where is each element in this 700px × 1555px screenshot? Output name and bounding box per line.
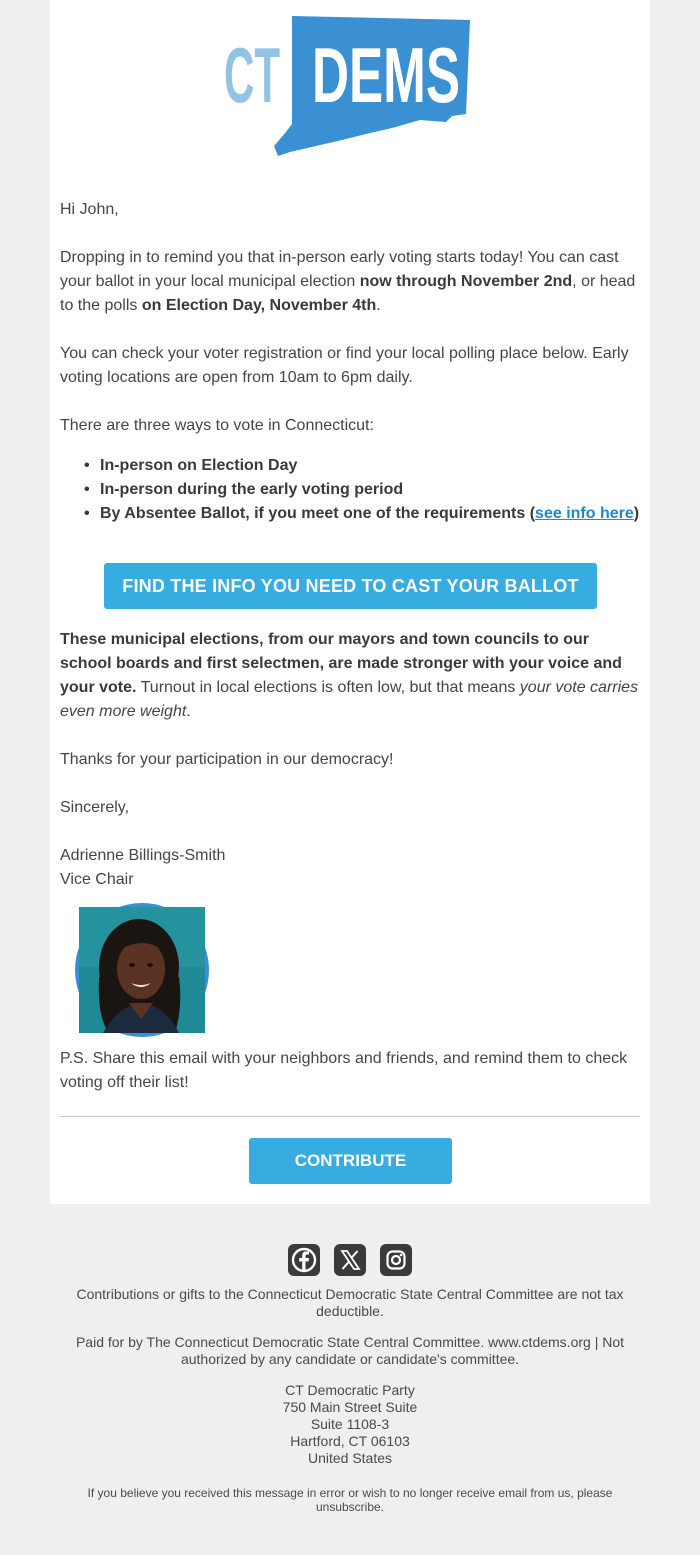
address-line2: 750 Main Street Suite <box>282 1399 418 1415</box>
greeting: Hi John, <box>60 201 119 218</box>
facebook-icon[interactable] <box>288 1244 320 1276</box>
instagram-icon[interactable] <box>380 1244 412 1276</box>
signer-name: Adrienne Billings-Smith <box>60 847 226 864</box>
logo-text-dems: DEMS <box>312 31 460 119</box>
closing-text: Sincerely, <box>60 799 130 816</box>
list-item <box>78 478 648 502</box>
way-election-day: In-person on Election Day <box>100 457 298 474</box>
avatar <box>75 903 209 1037</box>
p4-bold: These municipal elections, from our mayors and town councils to our school boards and first selectmen, are made stronger with your voice and your vote. <box>60 631 622 696</box>
paid-for-disclaimer: Paid for by The Connecticut Democratic State Central Committee. www.ctdems.org | Not authorized by any candidate or candidate's committee. <box>75 1334 625 1367</box>
contribute-button[interactable]: CONTRIBUTE <box>249 1138 452 1184</box>
address-line4: Hartford, CT 06103 <box>290 1433 410 1449</box>
paragraph-early-voting <box>60 246 640 318</box>
p4-italic: your vote carries even more weight <box>60 679 639 720</box>
paragraph-municipal-elections <box>60 628 642 724</box>
paragraph-registration: You can check your voter registration or find your local polling place below. Early voting locations are open from 10am to 6pm daily. <box>60 345 629 386</box>
ct-dems-logo[interactable] <box>220 12 480 160</box>
way-early-voting: In-person during the early voting period <box>100 481 404 498</box>
address-line1: CT Democratic Party <box>285 1382 415 1398</box>
p1-date-range: now through November 2nd <box>359 273 573 290</box>
see-info-link[interactable]: see info here <box>535 505 634 522</box>
way-absentee-text: By Absentee Ballot, if you meet one of the requirements ( <box>100 505 536 522</box>
unsubscribe-text[interactable]: If you believe you received this message in error or wish to no longer receive email from us, please unsubscribe. <box>87 1486 613 1514</box>
p1-text-e: . <box>376 297 381 314</box>
portrait-photo <box>79 907 205 1033</box>
list-item <box>78 502 648 526</box>
address-block <box>70 1382 630 1467</box>
way-absentee-close: ) <box>633 505 640 522</box>
p4-end: . <box>186 703 191 720</box>
list-item <box>78 454 648 478</box>
paragraph-ways-intro: There are three ways to vote in Connecticut: <box>60 417 374 434</box>
tax-disclaimer: Contributions or gifts to the Connecticut Democratic State Central Committee are not tax deductible. <box>76 1286 624 1319</box>
connecticut-state-logo-icon <box>220 12 480 160</box>
address-line5: United States <box>307 1450 393 1466</box>
p1-election-day: on Election Day, November 4th <box>141 297 377 314</box>
p1-text-a: Dropping in to remind you that in-person early voting starts today! You can cast your ballot in your local municipal election <box>60 249 619 290</box>
signer-title: Vice Chair <box>60 871 134 888</box>
postscript-text: P.S. Share this email with your neighbors and friends, and remind them to check voting off their list! <box>60 1050 628 1091</box>
ways-to-vote-list <box>78 454 648 526</box>
find-info-button[interactable]: FIND THE INFO YOU NEED TO CAST YOUR BALLOT <box>104 563 597 609</box>
logo-text-ct: CT <box>224 31 280 119</box>
address-line3: Suite 1108-3 <box>310 1416 390 1432</box>
divider <box>60 1116 640 1117</box>
p4-normal: Turnout in local elections is often low, but that means <box>136 679 520 696</box>
thanks-text: Thanks for your participation in our democracy! <box>60 751 394 768</box>
x-icon[interactable] <box>334 1244 366 1276</box>
p1-text-c: , or head to the polls <box>60 273 636 314</box>
